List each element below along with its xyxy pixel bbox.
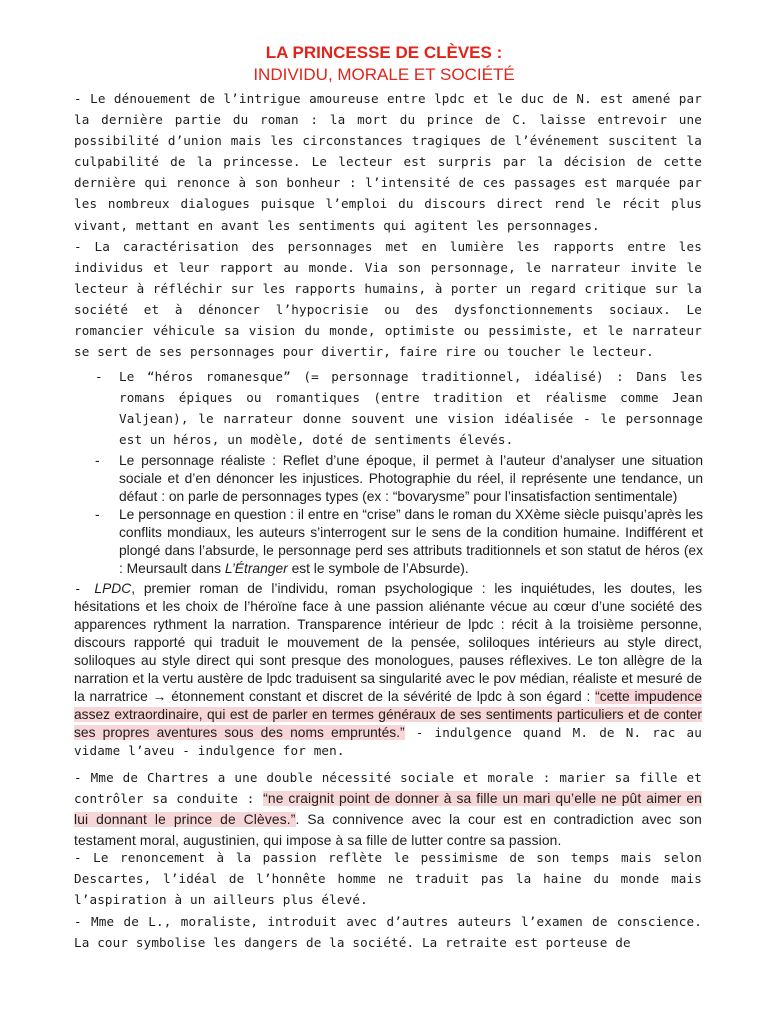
list-item-personnage-en-question [119,506,703,578]
bullet-marker: - [95,369,103,384]
highlighted-quote: “ne craignit point de donner à sa fille un mari qu’elle ne pût aimer en lui donnant le prince de Clèves.” [74,791,702,828]
paragraph-renoncement: - Le renoncement à la passion reflète le pessimisme de son temps mais selon Descartes, l’idéal de l’honnête homme ne traduit pas la haine du monde mais l’aspiration à un ailleurs plus élevé. [74,850,702,908]
paragraph-mme-de-chartres [74,767,702,851]
book-title: LPDC [94,581,132,596]
text-segment: est le symbole de l’Absurde). [287,561,469,576]
document-title: LA PRINCESSE DE CLÈVES : [265,43,503,62]
paragraph-lpdc [74,580,702,760]
text-segment: - indulgence quand M. de N. rac au vidame l’aveu - indulgence for men. [74,725,703,758]
text-segment: , premier roman de l’individu, roman psychologique : les inquiétudes, les doutes, les hésitations et les choix de l’héroïne face à une passion aliénante vécue au cœur d’une société des apparences rythment la narration. Transparence intérieur de lpdc : récit à la troisième personne, discours rapporté qui traduit le mouvement de la pensée, soliloques intérieurs au style direct, soliloques au style direct qui sont presque des monologues, pauses réflexives. Le ton allègre de la narration et la vertu austère de lpdc traduisent sa singularité avec le pov médian, réaliste et mesuré de la narratrice → étonnement constant et discret de la sévérité de lpdc à son égard : [74,581,702,704]
list-item-heros-romanesque: Le “héros romanesque” (= personnage traditionnel, idéalisé) : Dans les romans épiques ou romantiques (entre tradition et réalisme comme Jean Valjean), le narrateur donne souvent une vision idéalisée - le personnage est un héros, un modèle, doté de sentiments élevés. [119,369,703,448]
book-title: L’Étranger [224,561,288,576]
bullet-marker: - [95,453,100,468]
text-segment: Le personnage en question : il entre en “crise” dans le roman du XXème siècle puisqu’après les conflits mondiaux, les auteurs s’interrogent sur le sens de la condition humaine. Indifférent et plongé dans l’absurde, le personnage perd ses attributs traditionnels et son statut de héros (ex : Meursault dans [119,507,703,576]
document-subtitle: INDIVIDU, MORALE ET SOCIÉTÉ [253,65,515,84]
list-item-personnage-realiste: Le personnage réaliste : Reflet d’une époque, il permet à l’auteur d’analyser une situation sociale et d’en dénoncer les injustices. Photographie du réel, il représente une tendance, un défaut : on parle de personnages types (ex : “bovarysme” pour l’insatisfaction sentimentale) [119,453,703,504]
bullet-marker: - [95,507,100,522]
highlighted-quote: “cette impudence assez extraordinaire, qui est de parler en termes généraux de ses sentiments particuliers et de conter ses propres aventures sous des noms empruntés.” [74,689,702,740]
paragraph-caracterisation: - La caractérisation des personnages met en lumière les rapports entre les individus et leur rapport au monde. Via son personnage, le narrateur invite le lecteur à réfléchir sur les rapports humains, à porter un regard critique sur la société et à dénoncer l’hypocrisie ou des dysfonctionnements sociaux. Le romancier véhicule sa vision du monde, optimiste ou pessimiste, et le narrateur se sert de ses personnages pour divertir, faire rire ou toucher le lecteur. [74,239,702,360]
paragraph-denouement: - Le dénouement de l’intrigue amoureuse entre lpdc et le duc de N. est amené par la dernière partie du roman : la mort du prince de C. laisse entrevoir une possibilité d’union mais les circonstances tragiques de l’événement suscitent la culpabilité de la princesse. Le lecteur est surpris par la décision de cette dernière qui renonce à son bonheur : l’intensité de ces passages est marquée par les nombreux dialogues puisque l’emploi du discours direct rend le récit plus vivant, mettant en avant les sentiments qui agitent les personnages. [74,91,702,233]
text-segment: . Sa connivence avec la cour est en contradiction avec son testament moral, augustinien, qui impose à sa fille de lutter contre sa passion. [74,812,702,849]
dash: - [74,581,95,596]
paragraph-mme-de-l: - Mme de L., moraliste, introduit avec d’autres auteurs l’examen de conscience. La cour symbolise les dangers de la société. La retraite est porteuse de [74,914,702,951]
text-segment: - Mme de Chartres a une double nécessité sociale et morale : marier sa fille et contrôler sa conduite : [74,770,702,807]
